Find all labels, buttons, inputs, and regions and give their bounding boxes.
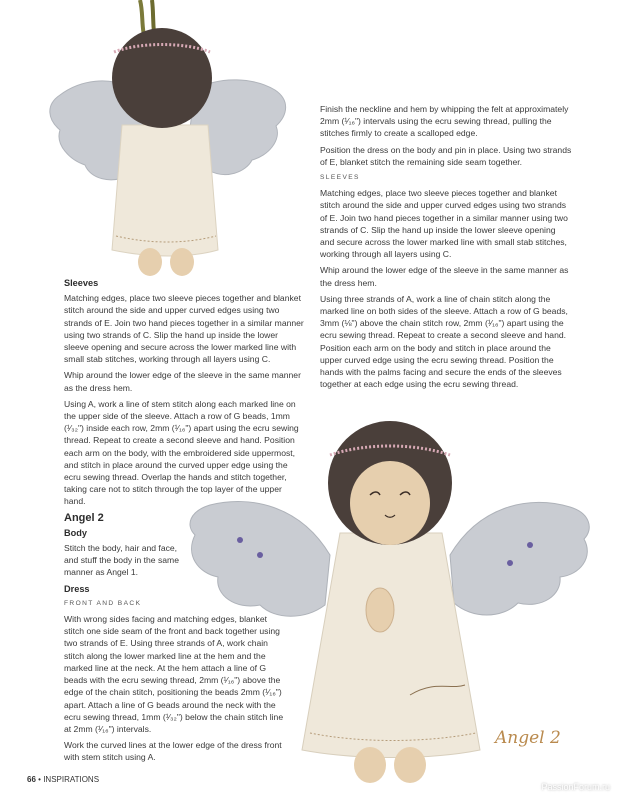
left-para-2: Whip around the lower edge of the sleeve in the same manner as the dress hem.	[64, 370, 301, 393]
footer-separator: •	[38, 775, 41, 784]
heading-dress: Dress	[64, 583, 90, 594]
page-footer	[27, 775, 99, 784]
heading-front-and-back: FRONT AND BACK	[64, 599, 142, 607]
angel-1-head	[112, 28, 212, 128]
magazine-name: INSPIRATIONS	[43, 775, 100, 784]
right-heading-sleeves: SLEEVES	[320, 174, 360, 182]
right-para-2: Position the dress on the body and pin in place. Using two strands of E, blanket stitch the remaining side seam together.	[320, 144, 572, 167]
right-para-4: Whip around the lower edge of the sleeve in the same manner as the dress hem.	[320, 265, 569, 288]
right-para-5: Using three strands of A, work a line of chain stitch along the marked line on both sides of the sleeve. Attach a row of G beads, 3mm (⅛") above the chain stitch row, 2mm (¹⁄₁₆") apart using the ecru sewing thread. Repeat to create a second sleeve and hand. Position each arm on the body and stitch in place around the upper curved edge using the ecru sewing thread. Position the hands with the palms facing and secure the ends of the sleeves together at each edge using the ecru sewing thread.	[320, 293, 568, 390]
page-number: 66	[27, 775, 36, 784]
left-para-5: With wrong sides facing and matching edges, blanket stitch one side seam of the front and back together using two strands of E. Using three strands of A, work chain stitch along the lower marked line at the hem and the marked line at the neck. At the hem attach a line of G beads with the ecru sewing thread, 2mm (¹⁄₁₆") above the edge of the chain stitch, positioning the beads 2mm (¹⁄₁₆") apart. Attach a line of G beads around the neck with the ecru sewing thread, 1mm (¹⁄₃₂") below the chain stitch line at 2mm (¹⁄₁₆") intervals.	[64, 614, 284, 734]
left-para-3: Using A, work a line of stem stitch along each marked line on the upper side of the sleeve. Attach a row of G beads, 1mm (¹⁄₃₂") inside each row, 2mm (¹⁄₁₆") apart using the ecru sewing thread. Repeat to create a second sleeve and hand. Position each arm on the body, with the embroidered side uppermost, and stitch in place around the curved upper edge using the ecru sewing thread. Overlap the hands and stitch together, taking care not to stitch through the top layer of the upper hand.	[64, 398, 299, 507]
angel-1-back-photo	[40, 0, 320, 282]
angel-2-face	[350, 461, 430, 545]
right-para-3: Matching edges, place two sleeve pieces together and blanket stitch around the side and upper curved edges using two strands of E. Join two hand pieces together in a similar manner using two strands of C. Slip the hand up inside the lower sleeve opening and secure across the lower marked line with small stab stitches, working through all layers using C.	[320, 188, 568, 260]
left-para-4: Stitch the body, hair and face, and stuff the body in the same manner as Angel 1.	[64, 543, 179, 578]
left-heading-sleeves: Sleeves	[64, 278, 99, 288]
left-para-6: Work the curved lines at the lower edge of the dress front with stem stitch using A.	[64, 740, 282, 763]
angel-1-foot-right	[170, 248, 194, 276]
angel-1-foot-left	[138, 248, 162, 276]
angel-2-hands	[366, 588, 394, 632]
angel-2-foot-right	[394, 747, 426, 783]
left-para-1: Matching edges, place two sleeve pieces together and blanket stitch around the side and upper curved edges using two strands of E. Join two hand pieces together in a similar manner using two strands of C. Slip the hand up inside the lower sleeve opening and secure across the lower marked line with small stab stitches, working through all layers using C.	[64, 293, 304, 365]
angel-2-caption: Angel 2	[495, 728, 561, 748]
angel-2-foot-left	[354, 747, 386, 783]
heading-body: Body	[64, 527, 87, 538]
left-column-text	[64, 277, 304, 768]
heading-angel-2: Angel 2	[64, 511, 104, 524]
right-column-text	[320, 103, 572, 394]
right-para-1: Finish the neckline and hem by whipping the felt at approximately 2mm (¹⁄₁₆") intervals using the ecru sewing thread, pulling the stitches firmly to create a scalloped edge.	[320, 104, 569, 139]
angel-1-dress	[112, 125, 218, 256]
watermark: PassionForum.ru	[541, 782, 610, 792]
angel-2-wing-right	[450, 502, 589, 615]
